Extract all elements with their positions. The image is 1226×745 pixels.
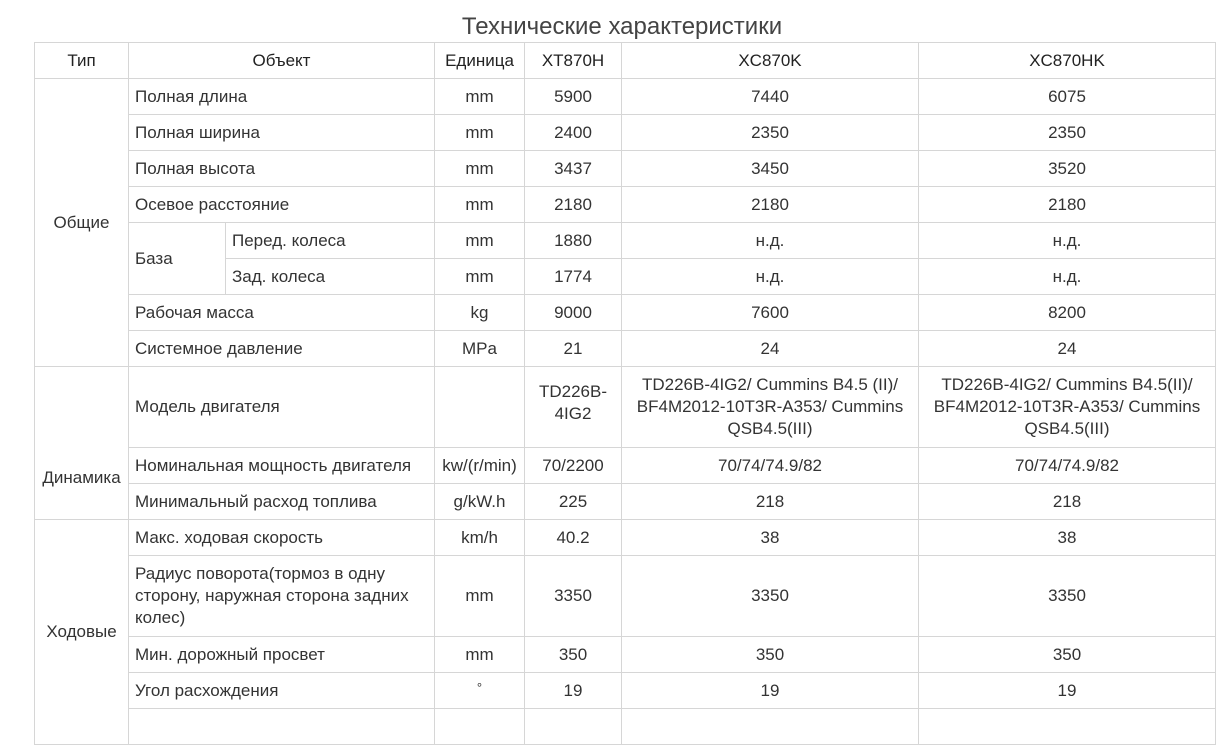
cell-value: TD226B-4IG2/ Cummins B4.5 (II)/ BF4M2012-10T3R-A353/ Cummins QSB4.5(III)	[622, 367, 919, 448]
row-unit: mm	[435, 556, 525, 637]
header-model-1: XT870H	[525, 43, 622, 79]
table-row	[35, 367, 1216, 448]
cell-value: 218	[919, 484, 1216, 520]
row-unit: g/kW.h	[435, 484, 525, 520]
table-row	[35, 520, 1216, 556]
cell-value: 350	[525, 637, 622, 673]
cell-value: 19	[622, 673, 919, 709]
row-label: Полная высота	[129, 151, 435, 187]
row-label: Системное давление	[129, 331, 435, 367]
cell-value: TD226B-4IG2/ Cummins B4.5(II)/ BF4M2012-10T3R-A353/ Cummins QSB4.5(III)	[919, 367, 1216, 448]
page-title: Технические характеристики	[461, 13, 783, 40]
row-label: Рабочая масса	[129, 295, 435, 331]
row-unit: kw/(r/min)	[435, 448, 525, 484]
cell-value: 3350	[525, 556, 622, 637]
cell-value: 2180	[622, 187, 919, 223]
cell-value: 3520	[919, 151, 1216, 187]
cell-value: 70/74/74.9/82	[622, 448, 919, 484]
row-label: Осевое расстояние	[129, 187, 435, 223]
header-model-3: XC870HK	[919, 43, 1216, 79]
cell-value: 1774	[525, 259, 622, 295]
cell-value: 40.2	[525, 520, 622, 556]
cell-value: 350	[622, 637, 919, 673]
cell-value: 38	[622, 520, 919, 556]
row-unit: °	[435, 673, 525, 709]
cell-value: н.д.	[919, 259, 1216, 295]
cell-value: 1880	[525, 223, 622, 259]
row-unit: mm	[435, 187, 525, 223]
cell-value: 21	[525, 331, 622, 367]
row-unit	[435, 709, 525, 745]
table-row	[35, 187, 1216, 223]
row-unit: km/h	[435, 520, 525, 556]
cell-value: 2400	[525, 115, 622, 151]
header-unit: Единица	[435, 43, 525, 79]
cell-value: н.д.	[622, 223, 919, 259]
row-label: Минимальный расход топлива	[129, 484, 435, 520]
group-dynamics: Динамика	[35, 367, 129, 520]
cell-value	[525, 709, 622, 745]
cell-value	[919, 709, 1216, 745]
table-row	[35, 151, 1216, 187]
cell-value: 7600	[622, 295, 919, 331]
row-label: Макс. ходовая скорость	[129, 520, 435, 556]
table-row	[35, 484, 1216, 520]
row-unit: kg	[435, 295, 525, 331]
cell-value: 70/74/74.9/82	[919, 448, 1216, 484]
table-row	[35, 673, 1216, 709]
row-label: Угол расхождения	[129, 673, 435, 709]
cell-value: 2180	[525, 187, 622, 223]
row-unit: mm	[435, 151, 525, 187]
cell-value: 70/2200	[525, 448, 622, 484]
row-label	[129, 709, 435, 745]
row-unit: mm	[435, 223, 525, 259]
cell-value: 19	[919, 673, 1216, 709]
row-label: Номинальная мощность двигателя	[129, 448, 435, 484]
row-label: Полная длина	[129, 79, 435, 115]
cell-value: н.д.	[622, 259, 919, 295]
cell-value: н.д.	[919, 223, 1216, 259]
cell-value: 2350	[919, 115, 1216, 151]
row-unit: mm	[435, 259, 525, 295]
header-model-2: XC870K	[622, 43, 919, 79]
table-row	[35, 637, 1216, 673]
cell-value: 3437	[525, 151, 622, 187]
cell-value: 24	[919, 331, 1216, 367]
header-type: Тип	[35, 43, 129, 79]
spec-table	[34, 42, 1216, 745]
cell-value: TD226B-4IG2	[525, 367, 622, 448]
table-row	[35, 295, 1216, 331]
table-row	[35, 79, 1216, 115]
table-row	[35, 556, 1216, 637]
row-label: Полная ширина	[129, 115, 435, 151]
row-label: Мин. дорожный просвет	[129, 637, 435, 673]
row-unit: mm	[435, 115, 525, 151]
table-row	[35, 448, 1216, 484]
cell-value: 225	[525, 484, 622, 520]
row-sublabel: Зад. колеса	[226, 259, 435, 295]
cell-value: 38	[919, 520, 1216, 556]
group-running: Ходовые	[35, 520, 129, 745]
row-label-base: База	[129, 223, 226, 295]
cell-value: 5900	[525, 79, 622, 115]
row-sublabel: Перед. колеса	[226, 223, 435, 259]
header-object: Объект	[129, 43, 435, 79]
cell-value: 6075	[919, 79, 1216, 115]
table-row	[35, 223, 1216, 259]
row-unit: mm	[435, 637, 525, 673]
table-row	[35, 331, 1216, 367]
cell-value: 3450	[622, 151, 919, 187]
cell-value: 8200	[919, 295, 1216, 331]
cell-value: 2350	[622, 115, 919, 151]
cell-value: 3350	[919, 556, 1216, 637]
row-unit	[435, 367, 525, 448]
cell-value: 9000	[525, 295, 622, 331]
table-row	[35, 115, 1216, 151]
cell-value: 350	[919, 637, 1216, 673]
cell-value	[622, 709, 919, 745]
cell-value: 3350	[622, 556, 919, 637]
row-unit: mm	[435, 79, 525, 115]
cell-value: 7440	[622, 79, 919, 115]
cell-value: 218	[622, 484, 919, 520]
cell-value: 24	[622, 331, 919, 367]
group-general: Общие	[35, 79, 129, 367]
cell-value: 2180	[919, 187, 1216, 223]
row-unit: MPa	[435, 331, 525, 367]
table-row	[35, 709, 1216, 745]
row-label: Радиус поворота(тормоз в одну сторону, наружная сторона задних колес)	[129, 556, 435, 637]
row-label: Модель двигателя	[129, 367, 435, 448]
cell-value: 19	[525, 673, 622, 709]
table-header-row	[35, 43, 1216, 79]
